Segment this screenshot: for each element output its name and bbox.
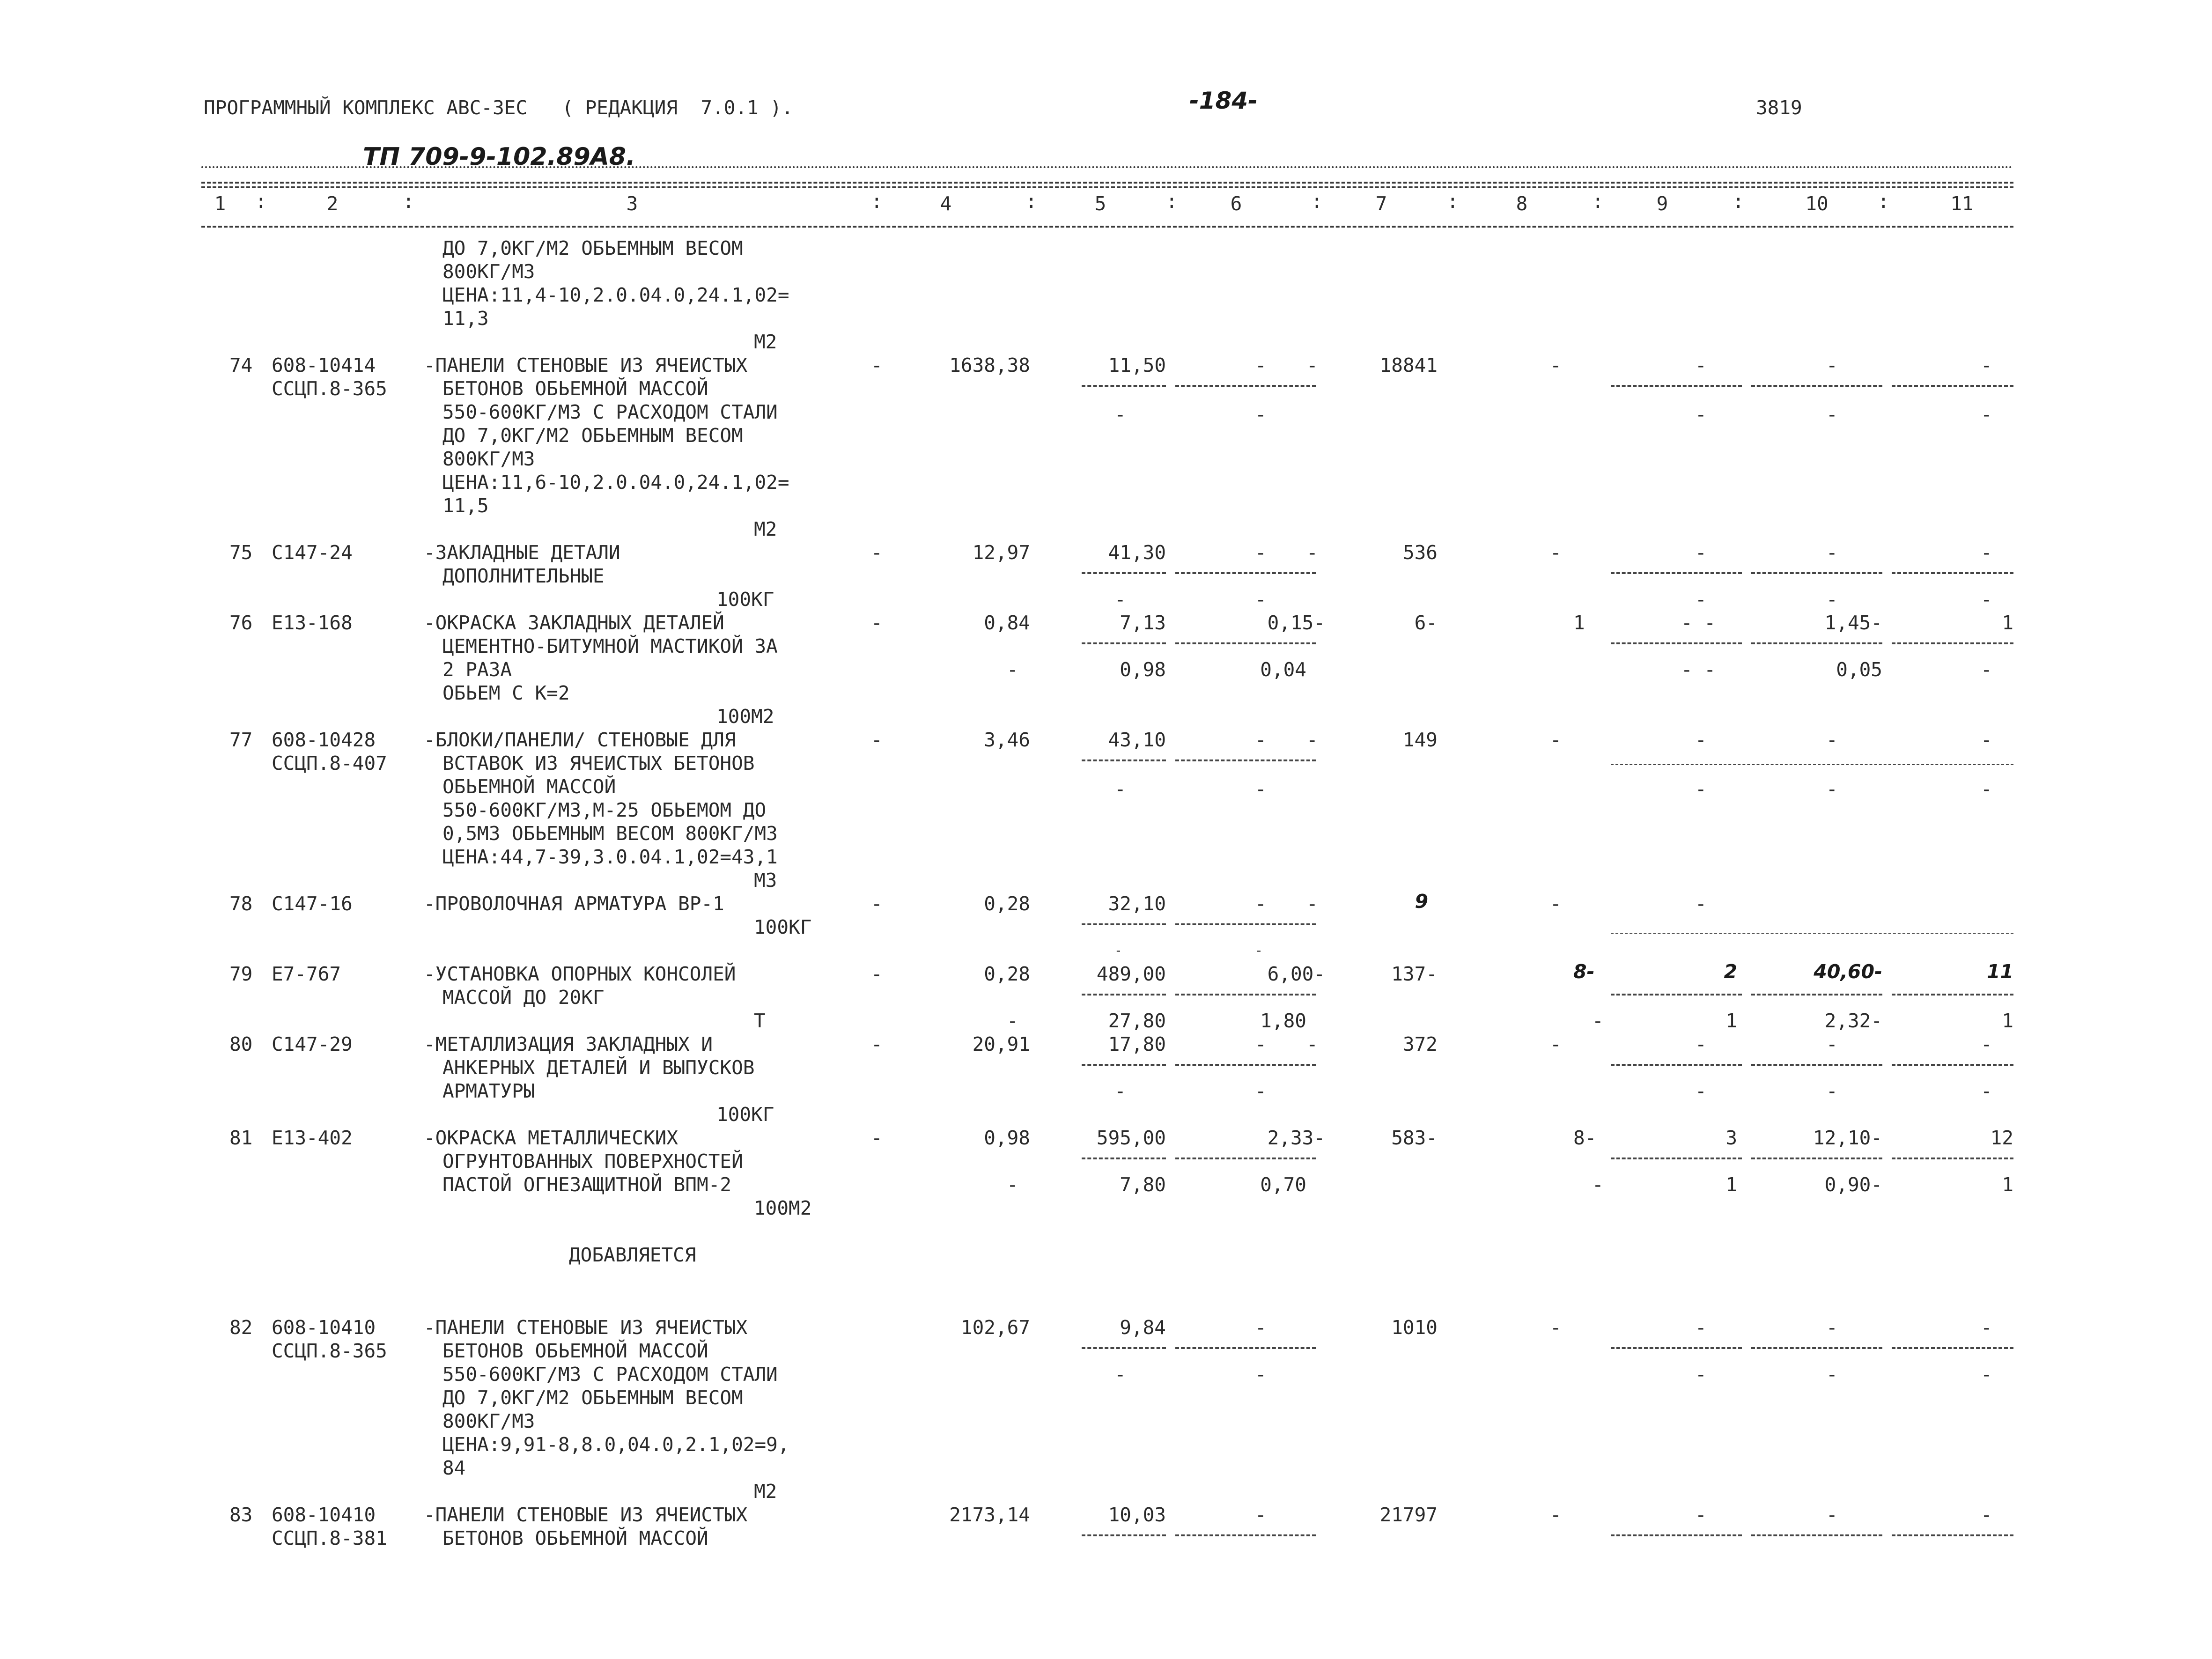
underline (1175, 572, 1316, 574)
sub-10: - (1826, 1080, 1838, 1102)
cell-4: 0,84 (984, 612, 1030, 634)
col-1: 1 (214, 192, 226, 215)
cell-3: - (871, 1127, 883, 1149)
sub-10: - (1826, 778, 1838, 800)
col-sep: : (255, 190, 267, 213)
sub-10: 0,90- (1824, 1173, 1882, 1196)
desc-line: ДО 7,0КГ/М2 ОБЬЕМНЫМ ВЕСОМ (442, 237, 743, 259)
desc-line: 11,5 (442, 494, 489, 517)
desc-line: ДОПОЛНИТЕЛЬНЫЕ (442, 565, 605, 587)
sub-9: - (1695, 403, 1707, 426)
underline (1082, 759, 1166, 761)
sub-4: - (1007, 1010, 1018, 1032)
row-code: ССЦП.8-381 (272, 1527, 387, 1549)
cell-5: 9,84 (1120, 1316, 1166, 1339)
sub-6: - (1255, 403, 1267, 426)
underline (1175, 1064, 1316, 1066)
sub-6: 1,80 (1260, 1010, 1306, 1032)
desc-line: -БЛОКИ/ПАНЕЛИ/ СТЕНОВЫЕ ДЛЯ (424, 729, 736, 751)
sub-5: 7,80 (1120, 1173, 1166, 1196)
row-number: 79 (229, 963, 253, 985)
cell-6: - (1255, 1504, 1267, 1526)
cell-6: - (1255, 541, 1267, 564)
sub-10: 0,05 (1836, 658, 1882, 681)
cell-7: 536 (1402, 541, 1438, 564)
cell-7: 6- (1414, 612, 1438, 634)
row-code: Е13-402 (272, 1127, 353, 1149)
cell-9: - (1695, 354, 1707, 376)
cell-6b: - (1306, 729, 1318, 751)
unit: 100КГ (716, 1103, 774, 1126)
row-code: 608-10410 (272, 1504, 376, 1526)
underline (1175, 923, 1316, 925)
header-rule-top-2 (201, 186, 2013, 188)
underline (1611, 385, 1742, 387)
cell-9: 2 (1724, 960, 1737, 983)
cell-7: 1010 (1391, 1316, 1438, 1339)
sub-5: - (1114, 1080, 1126, 1102)
row-code: 608-10414 (272, 354, 376, 376)
underline (1892, 1347, 2013, 1349)
underline (1892, 1064, 2013, 1066)
cell-9: - (1695, 1504, 1707, 1526)
desc-line: ОБЬЕМ С К=2 (442, 682, 570, 704)
col-7: 7 (1375, 192, 1387, 215)
underline (1892, 385, 2013, 387)
cell-3: - (871, 892, 883, 915)
sheet-number: 3819 (1756, 96, 1802, 119)
cell-6: 6,00- (1267, 963, 1325, 985)
unit: М2 (754, 518, 777, 540)
sub-8: - (1592, 1010, 1604, 1032)
underline (1892, 572, 2013, 574)
cell-5: 32,10 (1108, 892, 1166, 915)
col-4: 4 (940, 192, 952, 215)
desc-line: 800КГ/М3 (442, 448, 535, 470)
cell-8: - (1550, 541, 1562, 564)
underline (1082, 994, 1166, 995)
cell-10: 12,10- (1813, 1127, 1882, 1149)
desc-line: БЕТОНОВ ОБЬЕМНОЙ МАССОЙ (442, 377, 708, 400)
underline (1175, 642, 1316, 644)
cell-8: 8- (1573, 1127, 1597, 1149)
row-code: Е7-767 (272, 963, 341, 985)
col-2: 2 (326, 192, 339, 215)
cell-7: 149 (1402, 729, 1438, 751)
desc-line: АНКЕРНЫХ ДЕТАЛЕЙ И ВЫПУСКОВ (442, 1056, 755, 1079)
sub-8: - (1592, 1173, 1604, 1196)
desc-line: -ПАНЕЛИ СТЕНОВЫЕ ИЗ ЯЧЕИСТЫХ (424, 1316, 748, 1339)
cell-6: - (1255, 354, 1267, 376)
cell-5: 17,80 (1108, 1033, 1166, 1055)
desc-line: ОГРУНТОВАННЫХ ПОВЕРХНОСТЕЙ (442, 1150, 743, 1172)
unit: 100М2 (716, 705, 774, 728)
program-title: ПРОГРАММНЫЙ КОМПЛЕКС АВС-3ЕС ( РЕДАКЦИЯ 7.0.1 ). (204, 96, 793, 119)
underline (1082, 572, 1166, 574)
desc-line: МАССОЙ ДО 20КГ (442, 986, 605, 1009)
cell-11: - (1981, 354, 1992, 376)
sub-11: - (1981, 403, 1992, 426)
cell-10: - (1826, 1033, 1838, 1055)
underline (1751, 1158, 1882, 1159)
sub-10: - (1826, 1363, 1838, 1386)
sub-9: - (1695, 1363, 1707, 1386)
cell-10: - (1826, 354, 1838, 376)
col-9: 9 (1656, 192, 1668, 215)
desc-line: ВСТАВОК ИЗ ЯЧЕИСТЫХ БЕТОНОВ (442, 752, 755, 774)
cell-10: - (1826, 729, 1838, 751)
cell-11: 11 (1986, 960, 2013, 983)
cell-11: 12 (1990, 1127, 2013, 1149)
cell-7: 583- (1391, 1127, 1438, 1149)
desc-line: -ЗАКЛАДНЫЕ ДЕТАЛИ (424, 541, 620, 564)
underline (1175, 759, 1316, 761)
col-sep: : (403, 190, 414, 213)
underline (1175, 1347, 1316, 1349)
desc-line: ДО 7,0КГ/М2 ОБЬЕМНЫМ ВЕСОМ (442, 1386, 743, 1409)
row-number: 81 (229, 1127, 253, 1149)
cell-11: - (1981, 541, 1992, 564)
cell-8: - (1550, 1316, 1562, 1339)
cell-8: - (1550, 1504, 1562, 1526)
cell-11: - (1981, 729, 1992, 751)
sub-5: 27,80 (1108, 1010, 1166, 1032)
underline (1892, 994, 2013, 995)
underline (1751, 385, 1882, 387)
row-number: 76 (229, 612, 253, 634)
header-rule-bottom (201, 226, 2013, 228)
row-number: 80 (229, 1033, 253, 1055)
underline (1611, 642, 1742, 644)
sub-5: - (1114, 943, 1122, 958)
sub-4: - (1007, 658, 1018, 681)
row-number: 78 (229, 892, 253, 915)
cell-6: - (1255, 892, 1267, 915)
sub-11: - (1981, 588, 1992, 611)
underline (1611, 1064, 1742, 1066)
section-heading: ДОБАВЛЯЕТСЯ (569, 1244, 696, 1266)
cell-4: 3,46 (984, 729, 1030, 751)
cell-8: - (1550, 354, 1562, 376)
underline (1611, 933, 2013, 934)
desc-line: ДО 7,0КГ/М2 ОБЬЕМНЫМ ВЕСОМ (442, 424, 743, 447)
underline (1611, 994, 1742, 995)
desc-line: 550-600КГ/М3 С РАСХОДОМ СТАЛИ (442, 401, 778, 423)
cell-3: - (871, 354, 883, 376)
underline (1175, 1534, 1316, 1536)
cell-6: - (1255, 1316, 1267, 1339)
cell-8: 8- (1573, 960, 1595, 983)
underline (1751, 1064, 1882, 1066)
cell-4: 0,98 (984, 1127, 1030, 1149)
row-code: С147-16 (272, 892, 353, 915)
desc-line: 800КГ/М3 (442, 1410, 535, 1432)
cell-6: - (1255, 729, 1267, 751)
desc-line: ЦЕНА:44,7-39,3.0.04.1,02=43,1 (442, 846, 778, 868)
cell-6b: - (1306, 354, 1318, 376)
cell-6b: - (1306, 541, 1318, 564)
row-number: 82 (229, 1316, 253, 1339)
cell-3: - (871, 1033, 883, 1055)
underline (1751, 642, 1882, 644)
unit: 100М2 (754, 1197, 812, 1219)
desc-line: -ОКРАСКА ЗАКЛАДНЫХ ДЕТАЛЕЙ (424, 612, 724, 634)
desc-line: 84 (442, 1457, 466, 1479)
cell-9: - (1695, 1316, 1707, 1339)
page-number: -184- (1189, 87, 1258, 114)
sub-9: 1 (1725, 1010, 1737, 1032)
cell-7: 18841 (1379, 354, 1438, 376)
underline (1082, 1347, 1166, 1349)
col-11: 11 (1950, 192, 1974, 215)
cell-6: 2,33- (1267, 1127, 1325, 1149)
underline (1175, 994, 1316, 995)
cell-7: 137- (1391, 963, 1438, 985)
underline (1082, 1064, 1166, 1066)
row-code: С147-29 (272, 1033, 353, 1055)
desc-line: 800КГ/М3 (442, 260, 535, 283)
col-sep: : (1733, 190, 1744, 213)
underline (1082, 923, 1166, 925)
col-sep: : (1447, 190, 1459, 213)
row-number: 75 (229, 541, 253, 564)
cell-11: - (1981, 1504, 1992, 1526)
sub-9: - (1695, 778, 1707, 800)
sub-11: 1 (2002, 1173, 2013, 1196)
row-code: Е13-168 (272, 612, 353, 634)
unit: М2 (754, 331, 777, 353)
underline (1751, 572, 1882, 574)
desc-line: -УСТАНОВКА ОПОРНЫХ КОНСОЛЕЙ (424, 963, 736, 985)
sub-11: 1 (2002, 1010, 2013, 1032)
row-code: ССЦП.8-365 (272, 377, 387, 400)
header-rule-top (201, 182, 2013, 184)
cell-4: 1638,38 (949, 354, 1030, 376)
cell-10: - (1826, 1504, 1838, 1526)
cell-9: - (1695, 892, 1707, 915)
sub-6: - (1255, 1363, 1267, 1386)
desc-line: ЦЕМЕНТНО-БИТУМНОЙ МАСТИКОЙ ЗА (442, 635, 778, 657)
cell-6b: - (1306, 1033, 1318, 1055)
sub-9: 1 (1725, 1173, 1737, 1196)
sub-9: - - (1681, 658, 1716, 681)
desc-line: -ОКРАСКА МЕТАЛЛИЧЕСКИХ (424, 1127, 678, 1149)
underline (1082, 385, 1166, 387)
cell-4: 20,91 (972, 1033, 1030, 1055)
sub-10: - (1826, 588, 1838, 611)
cell-10: 1,45- (1824, 612, 1882, 634)
dotted-rule (201, 166, 2013, 168)
desc-line: ЦЕНА:9,91-8,8.0,04.0,2.1,02=9, (442, 1433, 789, 1456)
desc-line: -ПАНЕЛИ СТЕНОВЫЕ ИЗ ЯЧЕИСТЫХ (424, 1504, 748, 1526)
col-5: 5 (1094, 192, 1106, 215)
desc-line: 11,3 (442, 307, 489, 330)
desc-line: АРМАТУРЫ (442, 1080, 535, 1102)
cell-5: 489,00 (1096, 963, 1166, 985)
sub-10: 2,32- (1824, 1010, 1882, 1032)
sub-6: - (1255, 778, 1267, 800)
row-number: 74 (229, 354, 253, 376)
desc-line: -ПРОВОЛОЧНАЯ АРМАТУРА ВР-1 (424, 892, 724, 915)
sub-6: - (1255, 588, 1267, 611)
cell-6: 0,15- (1267, 612, 1325, 634)
desc-line: 0,5М3 ОБЬЕМНЫМ ВЕСОМ 800КГ/М3 (442, 822, 778, 845)
cell-6b: - (1306, 892, 1318, 915)
cell-4: 0,28 (984, 892, 1030, 915)
underline (1082, 1158, 1166, 1159)
desc-line: БЕТОНОВ ОБЬЕМНОЙ МАССОЙ (442, 1527, 708, 1549)
sub-5: - (1114, 403, 1126, 426)
row-code: 608-10410 (272, 1316, 376, 1339)
cell-9: - (1695, 729, 1707, 751)
cell-8: - (1550, 892, 1562, 915)
row-number: 83 (229, 1504, 253, 1526)
desc-line: ЦЕНА:11,4-10,2.0.04.0,24.1,02= (442, 284, 789, 306)
cell-4: 102,67 (960, 1316, 1030, 1339)
sub-5: 0,98 (1120, 658, 1166, 681)
desc-line: БЕТОНОВ ОБЬЕМНОЙ МАССОЙ (442, 1340, 708, 1362)
cell-3: - (871, 541, 883, 564)
underline (1175, 1158, 1316, 1159)
sub-6: - (1255, 1080, 1267, 1102)
sub-6: - (1255, 943, 1263, 958)
cell-9: 3 (1725, 1127, 1737, 1149)
sub-9: - (1695, 588, 1707, 611)
underline (1611, 1534, 1742, 1536)
underline (1751, 1534, 1882, 1536)
cell-9: - (1695, 541, 1707, 564)
cell-8: - (1550, 1033, 1562, 1055)
cell-3: - (871, 612, 883, 634)
cell-5: 41,30 (1108, 541, 1166, 564)
underline (1175, 385, 1316, 387)
cell-11: - (1981, 1316, 1992, 1339)
desc-line: 550-600КГ/М3,М-25 ОБЬЕМОМ ДО (442, 799, 767, 821)
sub-4: - (1007, 1173, 1018, 1196)
cell-10: 40,60- (1814, 960, 1882, 983)
sub-10: - (1826, 403, 1838, 426)
unit: Т (754, 1010, 766, 1032)
cell-10: - (1826, 541, 1838, 564)
cell-4: 0,28 (984, 963, 1030, 985)
col-3: 3 (626, 192, 638, 215)
cell-4: 2173,14 (949, 1504, 1030, 1526)
cell-3: - (871, 963, 883, 985)
desc-line: -ПАНЕЛИ СТЕНОВЫЕ ИЗ ЯЧЕИСТЫХ (424, 354, 748, 376)
cell-3: - (871, 729, 883, 751)
desc-line: ЦЕНА:11,6-10,2.0.04.0,24.1,02= (442, 471, 789, 494)
desc-line: ОБЬЕМНОЙ МАССОЙ (442, 775, 616, 798)
col-sep: : (1166, 190, 1178, 213)
col-sep: : (1592, 190, 1604, 213)
cell-8: - (1550, 729, 1562, 751)
col-sep: : (1311, 190, 1323, 213)
col-8: 8 (1516, 192, 1528, 215)
underline (1082, 1534, 1166, 1536)
desc-line: ПАСТОЙ ОГНЕЗАЩИТНОЙ ВПМ-2 (442, 1173, 732, 1196)
cell-5: 11,50 (1108, 354, 1166, 376)
sub-11: - (1981, 1363, 1992, 1386)
cell-6: - (1255, 1033, 1267, 1055)
underline (1611, 764, 2013, 765)
row-code: С147-24 (272, 541, 353, 564)
underline (1611, 1158, 1742, 1159)
col-6: 6 (1230, 192, 1242, 215)
sub-5: - (1114, 1363, 1126, 1386)
sub-6: 0,70 (1260, 1173, 1306, 1196)
desc-line: -МЕТАЛЛИЗАЦИЯ ЗАКЛАДНЫХ И (424, 1033, 713, 1055)
cell-4: 12,97 (972, 541, 1030, 564)
cell-11: 1 (2002, 612, 2013, 634)
cell-11: - (1981, 1033, 1992, 1055)
sub-5: - (1114, 778, 1126, 800)
cell-9: - - (1681, 612, 1716, 634)
cell-5: 7,13 (1120, 612, 1166, 634)
sub-11: - (1981, 1080, 1992, 1102)
unit: 100КГ (754, 916, 812, 938)
desc-line: 2 РАЗА (442, 658, 512, 681)
cell-10: - (1826, 1316, 1838, 1339)
underline (1611, 1347, 1742, 1349)
cell-8: 1 (1573, 612, 1585, 634)
sub-11: - (1981, 658, 1992, 681)
unit: М3 (754, 869, 777, 892)
underline (1892, 1158, 2013, 1159)
row-code: 608-10428 (272, 729, 376, 751)
unit: М2 (754, 1480, 777, 1503)
row-code: ССЦП.8-407 (272, 752, 387, 774)
row-number: 77 (229, 729, 253, 751)
underline (1892, 1534, 2013, 1536)
underline (1751, 994, 1882, 995)
cell-7: 372 (1402, 1033, 1438, 1055)
sub-6: 0,04 (1260, 658, 1306, 681)
underline (1751, 1347, 1882, 1349)
project-code: ТП 709-9-102.89А8. (363, 143, 635, 171)
col-sep: : (871, 190, 883, 213)
underline (1611, 572, 1742, 574)
underline (1082, 642, 1166, 644)
cell-7: 21797 (1379, 1504, 1438, 1526)
col-sep: : (1878, 190, 1889, 213)
sub-5: - (1114, 588, 1126, 611)
cell-5: 595,00 (1096, 1127, 1166, 1149)
sub-11: - (1981, 778, 1992, 800)
cell-5: 43,10 (1108, 729, 1166, 751)
desc-line: 550-600КГ/М3 С РАСХОДОМ СТАЛИ (442, 1363, 778, 1386)
cell-9: - (1695, 1033, 1707, 1055)
col-sep: : (1025, 190, 1037, 213)
row-code: ССЦП.8-365 (272, 1340, 387, 1362)
unit: 100КГ (716, 588, 774, 611)
sub-9: - (1695, 1080, 1707, 1102)
col-10: 10 (1805, 192, 1829, 215)
underline (1892, 642, 2013, 644)
cell-5: 10,03 (1108, 1504, 1166, 1526)
cell-7: 9 (1415, 890, 1428, 913)
